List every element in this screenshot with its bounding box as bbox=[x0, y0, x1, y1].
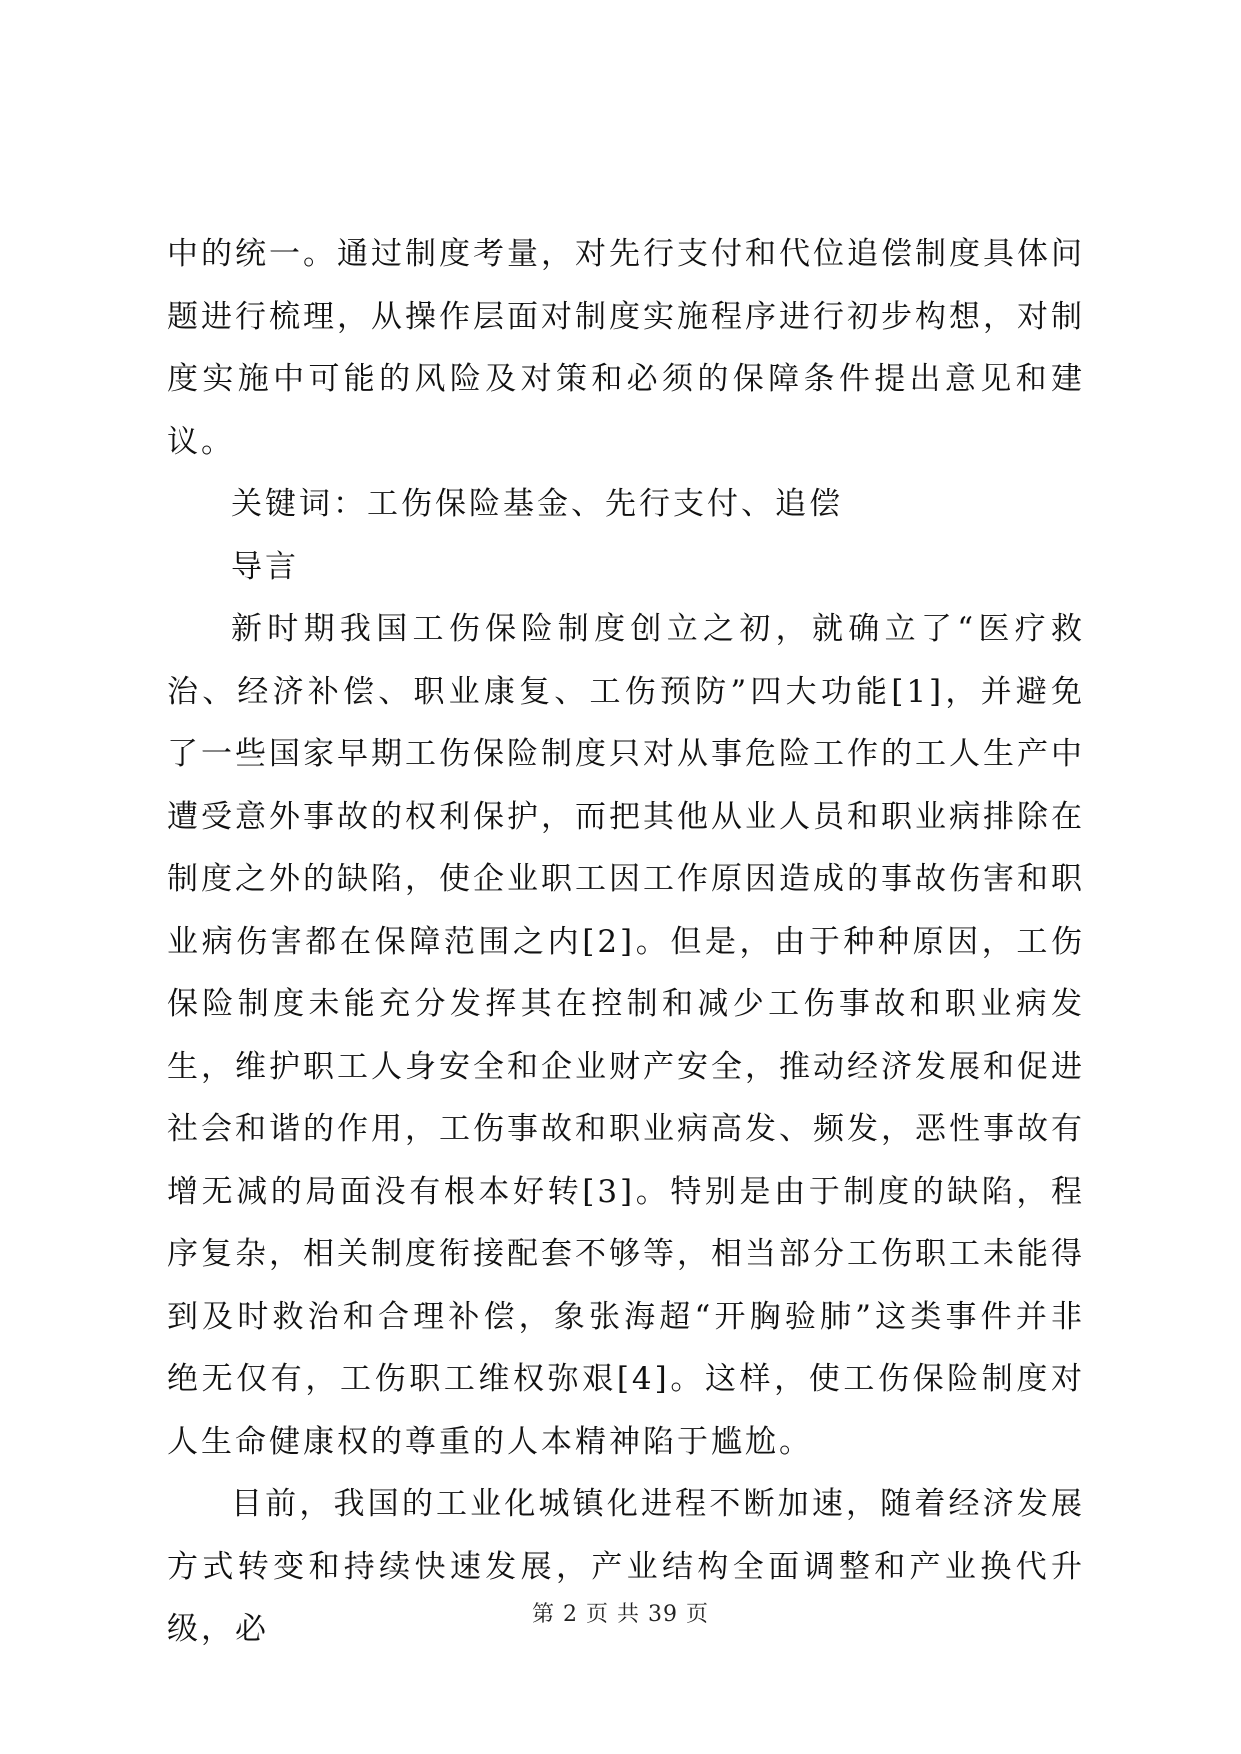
body-paragraph: 目前，我国的工业化城镇化进程不断加速，随着经济发展方式转变和持续快速发展，产业结构全面调整和产业换代升级，必 bbox=[167, 1486, 1085, 1647]
body-paragraph: 新时期我国工伤保险制度创立之初，就确立了“医疗救治、经济补偿、职业康复、工伤预防”四大功能[1]，并避免了一些国家早期工伤保险制度只对从事危险工作的工人生产中遭受意外事故的权利保护，而把其他从业人员和职业病排除在制度之外的缺陷，使企业职工因工作原因造成的事故伤害和职业病伤害都在保障范围之内[2]。但是，由于种种原因，工伤保险制度未能充分发挥其在控制和减少工伤事故和职业病发生，维护职工人身安全和企业财产安全，推动经济发展和促进社会和谐的作用，工伤事故和职业病高发、频发，恶性事故有增无减的局面没有根本好转[3]。特别是由于制度的缺陷，程序复杂，相关制度衔接配套不够等，相当部分工伤职工未能得到及时救治和合理补偿，象张海超“开胸验肺”这类事件并非绝无仅有，工伤职工维权弥艰[4]。这样，使工伤保险制度对人生命健康权的尊重的人本精神陷于尴尬。 bbox=[167, 611, 1085, 1460]
keywords-paragraph: 关键词：工伤保险基金、先行支付、追偿 bbox=[231, 486, 843, 522]
section-heading-introduction: 导言 bbox=[231, 548, 299, 585]
document-body bbox=[167, 223, 1085, 1661]
page-number-footer: 第 2 页 共 39 页 bbox=[532, 1602, 709, 1627]
body-paragraph: 中的统一。通过制度考量，对先行支付和代位追偿制度具体问题进行梳理，从操作层面对制度实施程序进行初步构想，对制度实施中可能的风险及对策和必须的保障条件提出意见和建议。 bbox=[167, 236, 1085, 460]
